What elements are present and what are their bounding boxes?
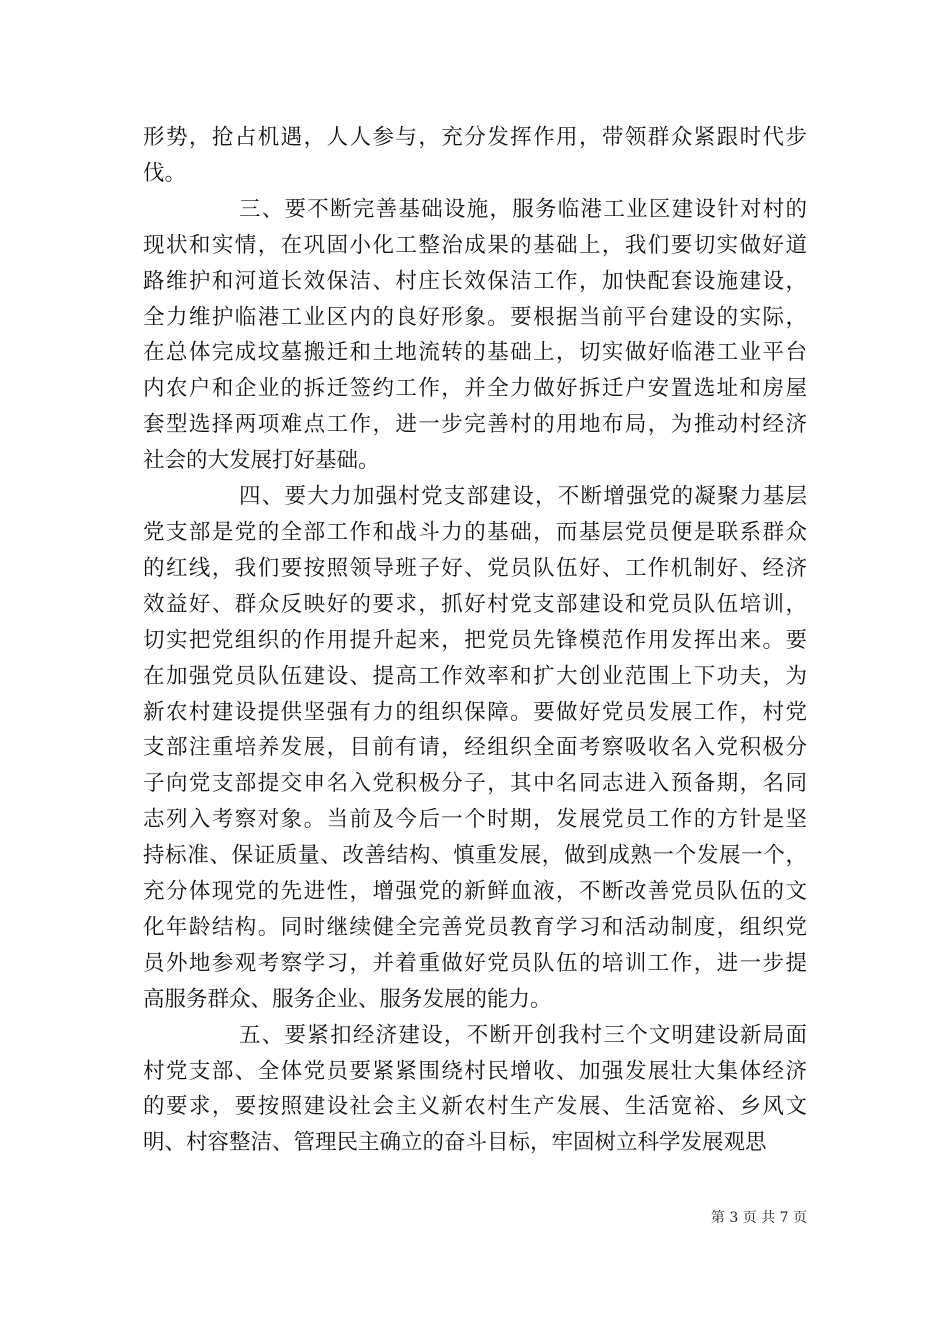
text-line: 化年龄结构。同时继续健全完善党员教育学习和活动制度，组织党 (143, 914, 807, 940)
text-line: 形势，抢占机遇，人人参与，充分发挥作用，带领群众紧跟时代步 (143, 125, 807, 150)
paragraph (143, 479, 807, 1018)
text-line: 效益好、群众反映好的要求，抓好村党支部建设和党员队伍培训， (143, 591, 807, 617)
text-line: 明、村容整洁、管理民主确立的奋斗目标，牢固树立科学发展观思 (143, 1130, 767, 1156)
text-line: 子向党支部提交申名入党积极分子，其中名同志进入预备期，名同 (143, 771, 807, 797)
text-line: 三、要不断完善基础设施，服务临港工业区建设针对村的 (239, 196, 807, 222)
text-line: 高服务群众、服务企业、服务发展的能力。 (143, 986, 552, 1012)
page-number: 第 3 页 共 7 页 (710, 1210, 807, 1226)
paragraph (143, 1018, 807, 1162)
text-line: 志列入考察对象。当前及今后一个时期，发展党员工作的方针是坚 (143, 807, 807, 833)
text-line: 在总体完成坟墓搬迁和土地流转的基础上，切实做好临港工业平台 (143, 340, 807, 366)
text-line: 伐。 (143, 160, 187, 186)
page-footer (0, 1207, 950, 1227)
text-line: 社会的大发展打好基础。 (143, 448, 380, 474)
text-line: 四、要大力加强村党支部建设，不断增强党的凝聚力基层 (239, 484, 807, 510)
text-line: 党支部是党的全部工作和战斗力的基础，而基层党员便是联系群众 (143, 519, 807, 545)
text-line: 充分体现党的先进性，增强党的新鲜血液，不断改善党员队伍的文 (143, 879, 807, 905)
text-line: 员外地参观考察学习，并着重做好党员队伍的培训工作，进一步提 (143, 950, 807, 976)
text-line: 村党支部、全体党员要紧紧围绕村民增收、加强发展壮大集体经济 (143, 1058, 807, 1084)
text-line: 的要求，要按照建设社会主义新农村生产发展、生活宽裕、乡风文 (143, 1094, 807, 1120)
text-line: 持标准、保证质量、改善结构、慎重发展，做到成熟一个发展一个， (143, 843, 807, 869)
paragraph (143, 120, 807, 192)
text-line: 套型选择两项难点工作，进一步完善村的用地布局，为推动村经济 (143, 412, 807, 438)
text-line: 路维护和河道长效保洁、村庄长效保洁工作，加快配套设施建设， (143, 268, 807, 294)
text-line: 在加强党员队伍建设、提高工作效率和扩大创业范围上下功夫，为 (143, 663, 807, 689)
text-line: 支部注重培养发展，目前有请，经组织全面考察吸收名入党积极分 (143, 735, 807, 761)
text-line: 新农村建设提供坚强有力的组织保障。要做好党员发展工作，村党 (143, 699, 807, 725)
text-line: 全力维护临港工业区内的良好形象。要根据当前平台建设的实际， (143, 304, 807, 330)
text-line: 切实把党组织的作用提升起来，把党员先锋模范作用发挥出来。要 (143, 627, 807, 653)
text-line: 内农户和企业的拆迁签约工作，并全力做好拆迁户安置选址和房屋 (143, 376, 807, 402)
text-line: 的红线，我们要按照领导班子好、党员队伍好、工作机制好、经济 (143, 555, 807, 581)
paragraph (143, 192, 807, 479)
body-text (143, 120, 807, 1161)
text-line: 现状和实情，在巩固小化工整治成果的基础上，我们要切实做好道 (143, 232, 807, 258)
text-line: 五、要紧扣经济建设，不断开创我村三个文明建设新局面 (239, 1022, 807, 1048)
